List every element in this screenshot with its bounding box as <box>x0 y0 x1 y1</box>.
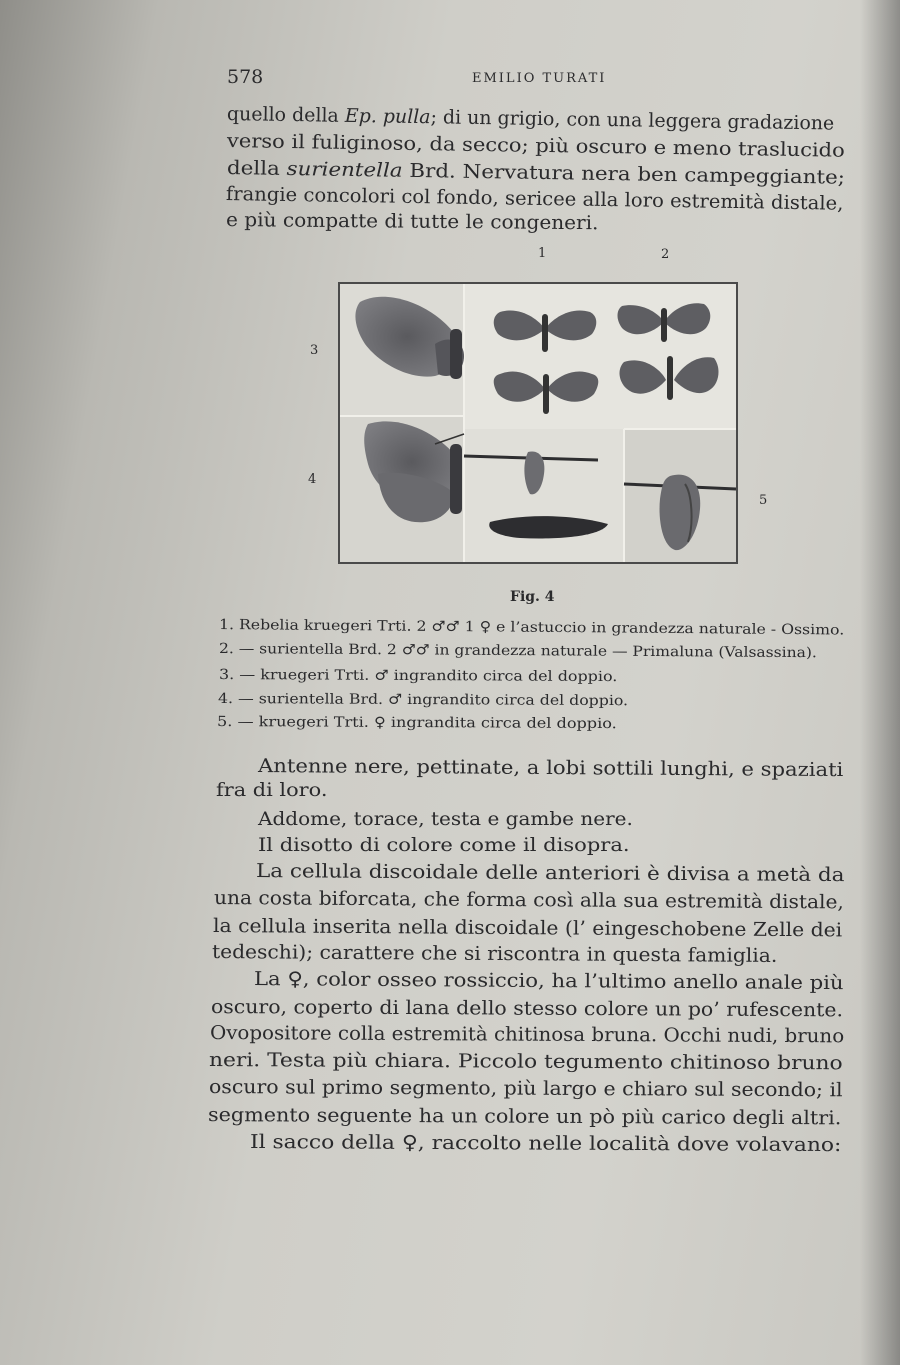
legend-line-1: 1. Rebelia kruegeri Trti. 2 ♂♂ 1 ♀ e l’astuccio in grandezza naturale - Ossimo. <box>218 617 845 639</box>
body-line-15: Il sacco della ♀, raccolto nelle località dove volavano: <box>249 1131 842 1157</box>
italic-run: Ep. pulla <box>344 104 431 129</box>
body-line-9: La ♀, color osseo rossiccio, ha l’ultimo anello anale più <box>253 968 844 995</box>
text-run: ; di un grigio, con una leggera gradazione <box>430 106 835 135</box>
moth-photo-plate <box>338 282 738 564</box>
body-line-3: Addome, torace, testa e gambe nere. <box>258 808 633 830</box>
body-line-5: La cellula discoidale delle anteriori è divisa a metà da <box>255 860 845 887</box>
body-line-1: Antenne nere, pettinate, a lobi sottili lunghi, e spaziati <box>257 755 844 782</box>
text-run: e più compatte di tutte le congeneri. <box>225 209 599 235</box>
body-line-11: Ovopositore colla estremità chitinosa bruna. Occhi nudi, bruno <box>209 1022 845 1048</box>
legend-line-3: 3. — kruegeri Trti. ♂ ingrandito circa del doppio. <box>218 667 618 686</box>
body-line-14: segmento seguente ha un colore un pò più carico degli altri. <box>207 1104 842 1130</box>
top-paragraph-line-3 <box>227 159 845 188</box>
top-paragraph-line-2 <box>227 132 845 161</box>
body-line-12: neri. Testa più chiara. Piccolo tegumento chitinoso bruno <box>208 1049 843 1075</box>
figure-number-4: 4 <box>308 472 317 487</box>
text-run: quello della <box>226 103 346 127</box>
text-run: verso il fuliginoso, da secco; più oscuro e meno traslucido <box>226 130 845 162</box>
body-line-13: oscuro sul primo segmento, più largo e chiaro sul secondo; il <box>208 1076 843 1102</box>
legend-line-5: 5. — kruegeri Trti. ♀ ingrandita circa del doppio. <box>216 714 617 733</box>
text-run: della <box>226 157 287 180</box>
text-run: frangie concolori col fondo, sericee alla loro estremità distale, <box>225 183 844 215</box>
figure-number-1: 1 <box>538 246 547 261</box>
figure-number-2: 2 <box>661 247 670 262</box>
legend-line-4: 4. — surientella Brd. ♂ ingrandito circa del doppio. <box>217 691 629 710</box>
body-line-2: fra di loro. <box>216 779 328 801</box>
figure-number-5: 5 <box>759 493 768 508</box>
body-line-10: oscuro, coperto di lana dello stesso colore un po’ rufescente. <box>210 996 844 1022</box>
body-line-4: Il disotto di colore come il disopra. <box>258 834 630 856</box>
body-line-6: una costa biforcata, che forma così alla sua estremità distale, <box>213 887 844 914</box>
legend-line-2: 2. — surientella Brd. 2 ♂♂ in grandezza naturale — Primaluna (Valsassina). <box>218 641 817 662</box>
italic-run: surientella <box>286 157 403 182</box>
top-paragraph-line-5 <box>226 211 599 233</box>
running-head-author: EMILIO TURATI <box>472 71 607 86</box>
panel-case <box>464 429 624 562</box>
page-number: 578 <box>227 66 264 88</box>
top-paragraph-line-1 <box>227 105 845 134</box>
figure-caption: Fig. 4 <box>510 589 555 605</box>
body-line-8: tedeschi); carattere che si riscontra in questa famiglia. <box>211 941 778 967</box>
figure-number-3: 3 <box>310 343 319 358</box>
body-line-7: la cellula inserita nella discoidale (l’ eingeschobene Zelle dei <box>212 915 843 942</box>
text-run: Brd. Nervatura nera ben campeggiante; <box>402 159 846 189</box>
